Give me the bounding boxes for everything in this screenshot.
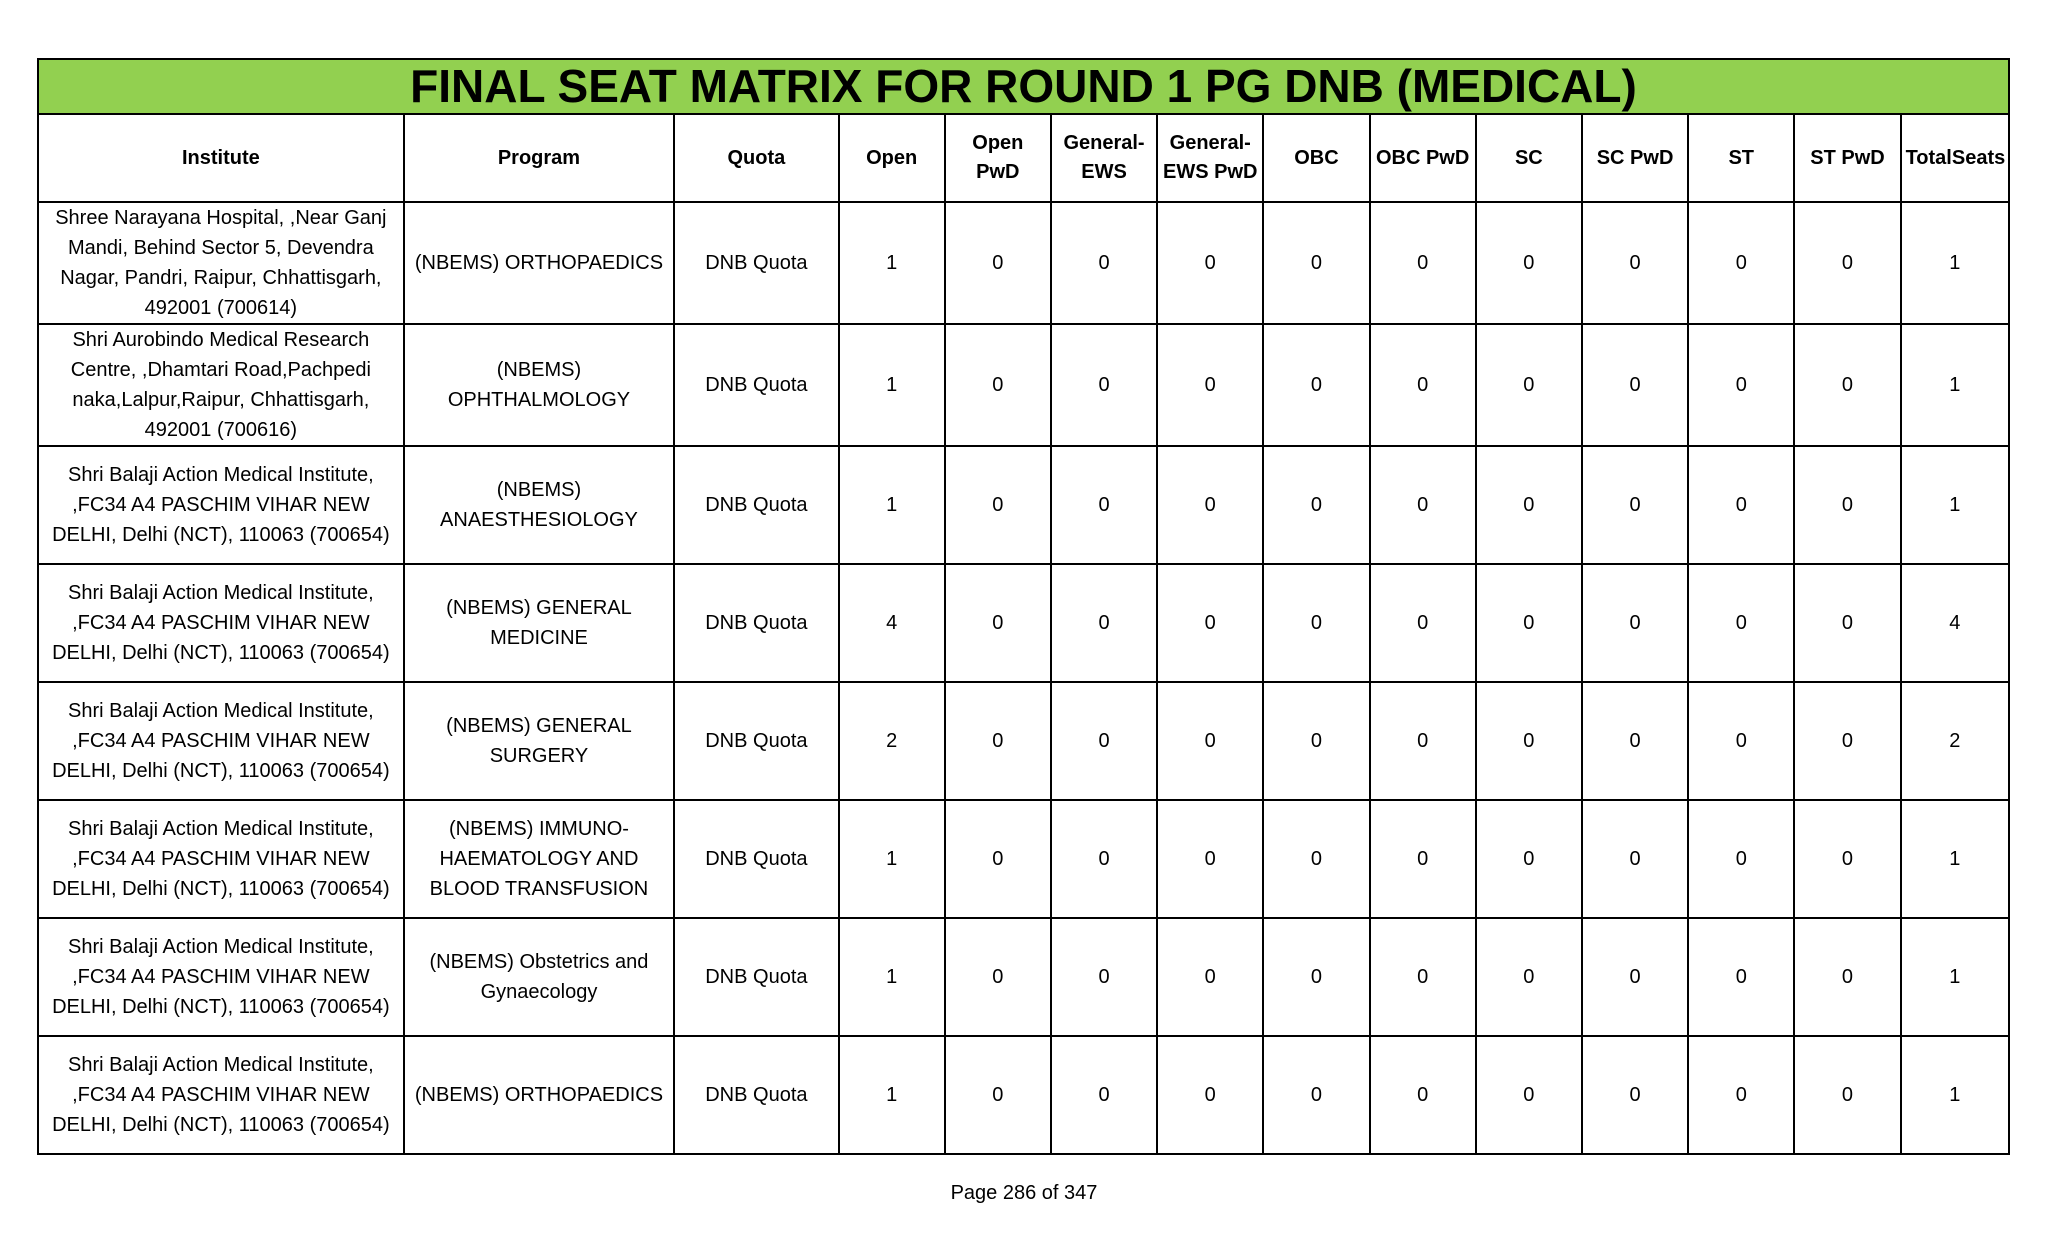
seat-count-cell: 0 [1263,564,1369,682]
seat-count-cell: 0 [1476,202,1582,324]
column-header: SC PwD [1582,114,1688,202]
program-cell: (NBEMS) ORTHOPAEDICS [404,202,675,324]
column-header: Open [839,114,945,202]
seat-count-cell: 0 [1157,446,1263,564]
seat-count-cell: 0 [1794,682,1900,800]
quota-cell: DNB Quota [674,1036,838,1154]
seat-count-cell: 1 [839,918,945,1036]
institute-cell: Shri Balaji Action Medical Institute, ,FC34 A4 PASCHIM VIHAR NEW DELHI, Delhi (NCT), 110063 (700654) [38,446,404,564]
program-cell: (NBEMS) GENERAL SURGERY [404,682,675,800]
seat-count-cell: 1 [1901,324,2009,446]
seat-count-cell: 0 [1794,564,1900,682]
seat-count-cell: 0 [1157,324,1263,446]
table-header-row [38,114,2009,202]
seat-count-cell: 0 [1263,202,1369,324]
seat-count-cell: 0 [1794,800,1900,918]
column-header: OBC PwD [1370,114,1476,202]
seat-count-cell: 0 [1263,324,1369,446]
seat-count-cell: 0 [1263,800,1369,918]
seat-count-cell: 0 [1370,446,1476,564]
seat-count-cell: 0 [945,682,1051,800]
quota-cell: DNB Quota [674,324,838,446]
institute-cell: Shri Balaji Action Medical Institute, ,FC34 A4 PASCHIM VIHAR NEW DELHI, Delhi (NCT), 110063 (700654) [38,918,404,1036]
quota-cell: DNB Quota [674,564,838,682]
seat-count-cell: 1 [839,324,945,446]
seat-count-cell: 0 [1582,564,1688,682]
seat-count-cell: 0 [1582,324,1688,446]
seat-matrix-sheet [37,58,2010,1155]
seat-count-cell: 0 [1051,1036,1157,1154]
column-header: Program [404,114,675,202]
seat-count-cell: 0 [945,324,1051,446]
seat-count-cell: 0 [1370,324,1476,446]
page-footer: Page 286 of 347 [950,1182,1098,1204]
seat-count-cell: 1 [1901,1036,2009,1154]
seat-count-cell: 0 [1157,918,1263,1036]
seat-count-cell: 0 [1582,1036,1688,1154]
seat-count-cell: 0 [945,564,1051,682]
seat-count-cell: 0 [1157,1036,1263,1154]
seat-count-cell: 1 [1901,918,2009,1036]
quota-cell: DNB Quota [674,800,838,918]
seat-count-cell: 0 [1794,202,1900,324]
seat-count-cell: 0 [1051,564,1157,682]
column-header: Open PwD [945,114,1051,202]
seat-count-cell: 0 [1794,324,1900,446]
seat-count-cell: 0 [945,202,1051,324]
seat-count-cell: 0 [1688,202,1794,324]
program-cell: (NBEMS) ORTHOPAEDICS [404,1036,675,1154]
column-header: General-EWS PwD [1157,114,1263,202]
seat-count-cell: 0 [1157,202,1263,324]
column-header: TotalSeats [1901,114,2009,202]
program-cell: (NBEMS) OPHTHALMOLOGY [404,324,675,446]
seat-count-cell: 0 [945,446,1051,564]
seat-count-cell: 0 [945,1036,1051,1154]
seat-count-cell: 0 [1476,1036,1582,1154]
quota-cell: DNB Quota [674,682,838,800]
table-row [38,446,2009,564]
seat-count-cell: 0 [1688,446,1794,564]
seat-count-cell: 1 [1901,202,2009,324]
page-title: FINAL SEAT MATRIX FOR ROUND 1 PG DNB (MEDICAL) [38,59,2009,114]
seat-count-cell: 0 [1157,682,1263,800]
seat-count-cell: 1 [1901,446,2009,564]
seat-count-cell: 0 [1263,446,1369,564]
column-header: ST PwD [1794,114,1900,202]
seat-count-cell: 0 [1370,682,1476,800]
seat-count-cell: 0 [1370,564,1476,682]
seat-count-cell: 0 [1688,1036,1794,1154]
seat-count-cell: 0 [1688,800,1794,918]
seat-count-cell: 0 [1688,324,1794,446]
seat-count-cell: 0 [1263,682,1369,800]
seat-count-cell: 0 [1370,1036,1476,1154]
quota-cell: DNB Quota [674,918,838,1036]
seat-count-cell: 0 [945,800,1051,918]
institute-cell: Shri Balaji Action Medical Institute, ,FC34 A4 PASCHIM VIHAR NEW DELHI, Delhi (NCT), 110063 (700654) [38,564,404,682]
seat-count-cell: 0 [1051,202,1157,324]
program-cell: (NBEMS) GENERAL MEDICINE [404,564,675,682]
column-header: Institute [38,114,404,202]
seat-count-cell: 4 [839,564,945,682]
table-body [38,202,2009,1154]
seat-count-cell: 0 [945,918,1051,1036]
seat-count-cell: 0 [1370,202,1476,324]
seat-count-cell: 1 [839,202,945,324]
seat-count-cell: 0 [1051,800,1157,918]
table-row [38,918,2009,1036]
seat-count-cell: 0 [1794,1036,1900,1154]
institute-cell: Shri Aurobindo Medical Research Centre, ,Dhamtari Road,Pachpedi naka,Lalpur,Raipur, Chhattisgarh, 492001 (700616) [38,324,404,446]
seat-count-cell: 0 [1688,918,1794,1036]
institute-cell: Shri Balaji Action Medical Institute, ,FC34 A4 PASCHIM VIHAR NEW DELHI, Delhi (NCT), 110063 (700654) [38,1036,404,1154]
seat-matrix-table [37,58,2010,1155]
column-header: ST [1688,114,1794,202]
institute-cell: Shree Narayana Hospital, ,Near Ganj Mandi, Behind Sector 5, Devendra Nagar, Pandri, Raipur, Chhattisgarh, 492001 (700614) [38,202,404,324]
seat-count-cell: 0 [1157,564,1263,682]
seat-count-cell: 0 [1263,918,1369,1036]
seat-count-cell: 0 [1370,800,1476,918]
seat-count-cell: 0 [1157,800,1263,918]
seat-count-cell: 0 [1476,800,1582,918]
seat-count-cell: 2 [1901,682,2009,800]
column-header: SC [1476,114,1582,202]
seat-count-cell: 0 [1051,446,1157,564]
seat-count-cell: 0 [1476,446,1582,564]
table-row [38,682,2009,800]
seat-count-cell: 0 [1582,446,1688,564]
seat-count-cell: 0 [1582,800,1688,918]
column-header: OBC [1263,114,1369,202]
seat-count-cell: 0 [1794,446,1900,564]
seat-count-cell: 0 [1263,1036,1369,1154]
seat-count-cell: 0 [1051,918,1157,1036]
seat-count-cell: 0 [1051,682,1157,800]
seat-count-cell: 0 [1476,682,1582,800]
seat-count-cell: 0 [1051,324,1157,446]
quota-cell: DNB Quota [674,446,838,564]
quota-cell: DNB Quota [674,202,838,324]
seat-count-cell: 2 [839,682,945,800]
seat-count-cell: 0 [1476,918,1582,1036]
table-row [38,324,2009,446]
seat-count-cell: 1 [839,446,945,564]
seat-count-cell: 0 [1582,682,1688,800]
seat-count-cell: 0 [1582,918,1688,1036]
seat-count-cell: 0 [1688,682,1794,800]
seat-count-cell: 4 [1901,564,2009,682]
institute-cell: Shri Balaji Action Medical Institute, ,FC34 A4 PASCHIM VIHAR NEW DELHI, Delhi (NCT), 110063 (700654) [38,800,404,918]
seat-count-cell: 0 [1688,564,1794,682]
seat-count-cell: 1 [839,1036,945,1154]
seat-count-cell: 1 [839,800,945,918]
column-header: Quota [674,114,838,202]
seat-count-cell: 1 [1901,800,2009,918]
table-row [38,564,2009,682]
table-row [38,1036,2009,1154]
table-row [38,800,2009,918]
column-header: General-EWS [1051,114,1157,202]
seat-count-cell: 0 [1476,324,1582,446]
institute-cell: Shri Balaji Action Medical Institute, ,FC34 A4 PASCHIM VIHAR NEW DELHI, Delhi (NCT), 110063 (700654) [38,682,404,800]
program-cell: (NBEMS) IMMUNO-HAEMATOLOGY AND BLOOD TRANSFUSION [404,800,675,918]
seat-count-cell: 0 [1794,918,1900,1036]
seat-count-cell: 0 [1370,918,1476,1036]
program-cell: (NBEMS) ANAESTHESIOLOGY [404,446,675,564]
table-row [38,202,2009,324]
seat-count-cell: 0 [1582,202,1688,324]
program-cell: (NBEMS) Obstetrics and Gynaecology [404,918,675,1036]
seat-count-cell: 0 [1476,564,1582,682]
